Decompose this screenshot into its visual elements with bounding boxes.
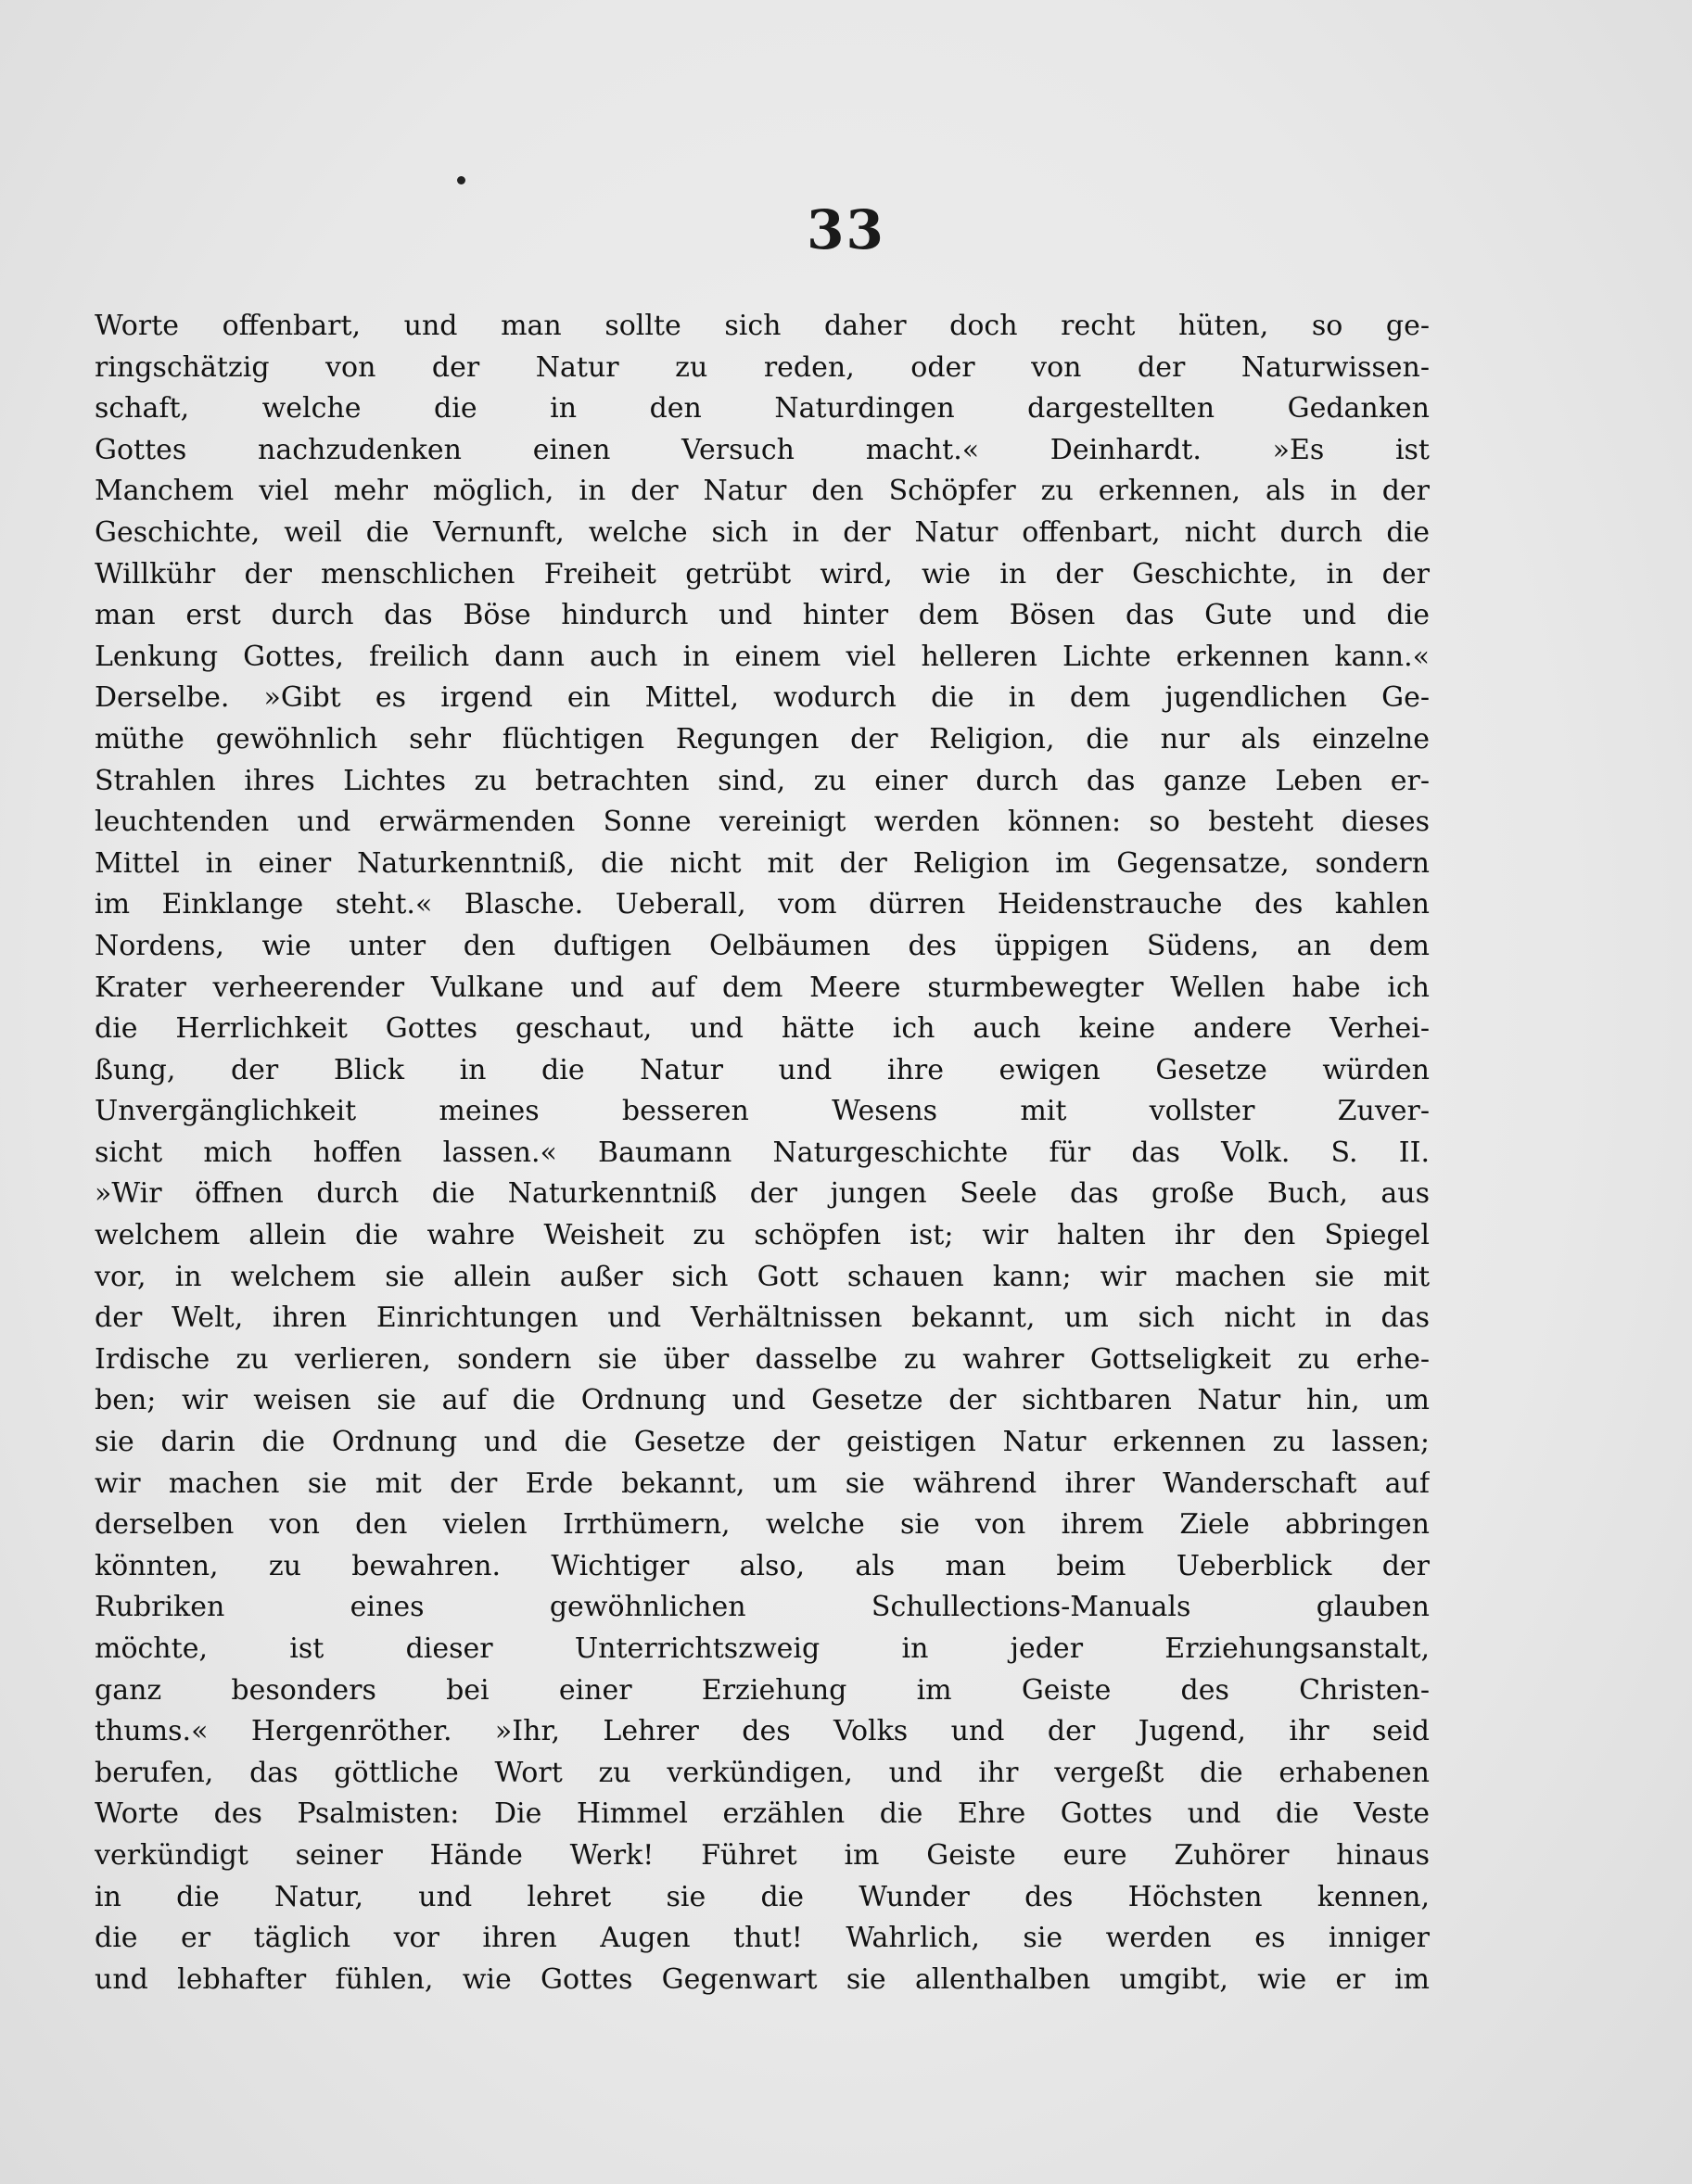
text-line: möchte, ist dieser Unterrichtszweig in jeder Erziehungsanstalt, xyxy=(95,1632,1430,1665)
text-line: »Wir öffnen durch die Naturkenntniß der jungen Seele das große Buch, aus xyxy=(95,1177,1430,1211)
body-text xyxy=(95,306,1430,2000)
text-line: welchem allein die wahre Weisheit zu schöpfen ist; wir halten ihr den Spiegel xyxy=(95,1219,1430,1252)
text-line: Mittel in einer Naturkenntniß, die nicht mit der Religion im Gegensatze, sondern xyxy=(95,846,1430,880)
text-line: Unvergänglichkeit meines besseren Wesens mit vollster Zuver- xyxy=(95,1095,1430,1128)
text-line: ringschätzig von der Natur zu reden, oder von der Naturwissen- xyxy=(95,350,1430,384)
text-line: derselben von den vielen Irrthümern, welche sie von ihrem Ziele abbringen xyxy=(95,1508,1430,1542)
ink-speck xyxy=(457,176,465,184)
text-line: die Herrlichkeit Gottes geschaut, und hätte ich auch keine andere Verhei- xyxy=(95,1012,1430,1046)
text-line: Lenkung Gottes, freilich dann auch in einem viel helleren Lichte erkennen kann.« xyxy=(95,640,1430,673)
text-line: ßung, der Blick in die Natur und ihre ewigen Gesetze würden xyxy=(95,1053,1430,1086)
text-line: im Einklange steht.« Blasche. Ueberall, vom dürren Heidenstrauche des kahlen xyxy=(95,888,1430,921)
text-line: könnten, zu bewahren. Wichtiger also, als man beim Ueberblick der xyxy=(95,1549,1430,1582)
text-line: schaft, welche die in den Naturdingen dargestellten Gedanken xyxy=(95,392,1430,425)
text-line: Gottes nachzudenken einen Versuch macht.« Deinhardt. »Es ist xyxy=(95,433,1430,466)
text-line: die er täglich vor ihren Augen thut! Wahrlich, sie werden es inniger xyxy=(95,1922,1430,1955)
text-line: man erst durch das Böse hindurch und hinter dem Bösen das Gute und die xyxy=(95,599,1430,632)
text-line: der Welt, ihren Einrichtungen und Verhältnissen bekannt, um sich nicht in das xyxy=(95,1302,1430,1335)
text-line: verkündigt seiner Hände Werk! Führet im Geiste eure Zuhörer hinaus xyxy=(95,1838,1430,1872)
page-number: 33 xyxy=(807,198,885,261)
text-line: Irdische zu verlieren, sondern sie über dasselbe zu wahrer Gottseligkeit zu erhe- xyxy=(95,1342,1430,1376)
text-line: und lebhafter fühlen, wie Gottes Gegenwart sie allenthalben umgibt, wie er im xyxy=(95,1962,1430,1996)
text-line: berufen, das göttliche Wort zu verkündigen, und ihr vergeßt die erhabenen xyxy=(95,1756,1430,1789)
text-line: Rubriken eines gewöhnlichen Schullections-Manuals glauben xyxy=(95,1591,1430,1624)
text-line: Worte des Psalmisten: Die Himmel erzählen die Ehre Gottes und die Veste xyxy=(95,1797,1430,1831)
text-line: Geschichte, weil die Vernunft, welche sich in der Natur offenbart, nicht durch die xyxy=(95,515,1430,549)
text-line: wir machen sie mit der Erde bekannt, um sie während ihrer Wanderschaft auf xyxy=(95,1467,1430,1500)
text-line: müthe gewöhnlich sehr flüchtigen Regungen der Religion, die nur als einzelne xyxy=(95,722,1430,756)
text-line: Derselbe. »Gibt es irgend ein Mittel, wodurch die in dem jugendlichen Ge- xyxy=(95,681,1430,715)
text-line: Strahlen ihres Lichtes zu betrachten sind, zu einer durch das ganze Leben er- xyxy=(95,764,1430,797)
text-line: thums.« Hergenröther. »Ihr, Lehrer des Volks und der Jugend, ihr seid xyxy=(95,1715,1430,1748)
text-line: vor, in welchem sie allein außer sich Gott schauen kann; wir machen sie mit xyxy=(95,1260,1430,1293)
text-line: Worte offenbart, und man sollte sich daher doch recht hüten, so ge- xyxy=(95,310,1430,342)
text-line: ben; wir weisen sie auf die Ordnung und Gesetze der sichtbaren Natur hin, um xyxy=(95,1384,1430,1417)
text-line: Nordens, wie unter den duftigen Oelbäumen des üppigen Südens, an dem xyxy=(95,929,1430,962)
text-line: ganz besonders bei einer Erziehung im Geiste des Christen- xyxy=(95,1673,1430,1707)
text-line: Manchem viel mehr möglich, in der Natur den Schöpfer zu erkennen, als in der xyxy=(95,475,1430,508)
text-line: leuchtenden und erwärmenden Sonne vereinigt werden können: so besteht dieses xyxy=(95,806,1430,839)
text-line: in die Natur, und lehret sie die Wunder des Höchsten kennen, xyxy=(95,1880,1430,1913)
text-line: sie darin die Ordnung und die Gesetze der geistigen Natur erkennen zu lassen; xyxy=(95,1426,1430,1459)
text-line: Willkühr der menschlichen Freiheit getrübt wird, wie in der Geschichte, in der xyxy=(95,557,1430,590)
text-line: sicht mich hoffen lassen.« Baumann Naturgeschichte für das Volk. S. II. xyxy=(95,1136,1430,1169)
text-line: Krater verheerender Vulkane und auf dem Meere sturmbewegter Wellen habe ich xyxy=(95,971,1430,1004)
